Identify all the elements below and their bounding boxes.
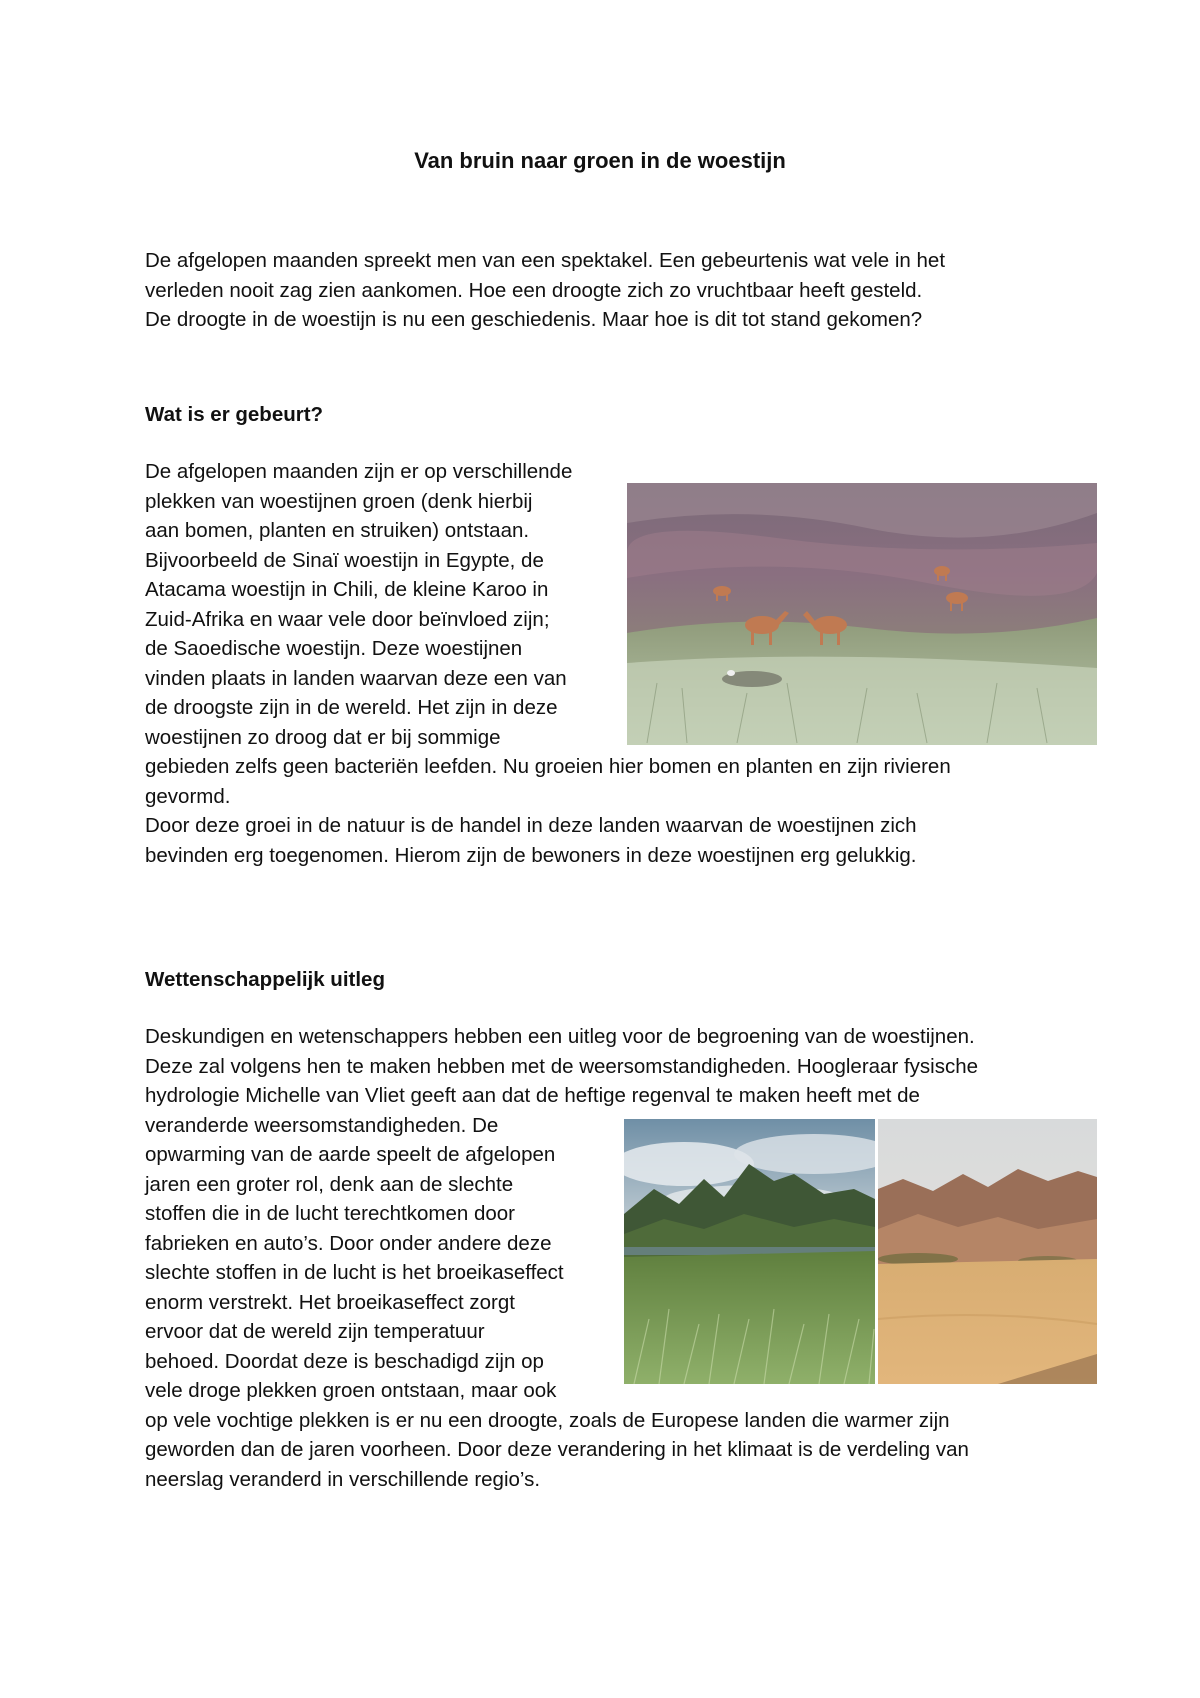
- text-line: de droogste zijn in de wereld. Het zijn in deze: [145, 696, 558, 719]
- text-line: enorm verstrekt. Het broeikaseffect zorgt: [145, 1290, 515, 1314]
- camels-photo: [627, 483, 1097, 745]
- page-title: Van bruin naar groen in de woestijn: [414, 148, 786, 173]
- text-line: slechte stoffen in de lucht is het broeikaseffect: [145, 1261, 564, 1284]
- intro-paragraph: [145, 246, 945, 335]
- section-heading-wat-is-er-gebeurt: Wat is er gebeurt?: [145, 403, 324, 426]
- text-line: gevormd.: [145, 784, 231, 808]
- text-line: Door deze groei in de natuur is de handel in deze landen waarvan de woestijnen zich: [145, 814, 917, 837]
- text-line: stoffen die in de lucht terechtkomen door: [145, 1202, 515, 1225]
- text-line: op vele vochtige plekken is er nu een droogte, zoals de Europese landen die warmer zijn: [145, 1408, 950, 1432]
- text-line: aan bomen, planten en struiken) ontstaan.: [145, 519, 530, 542]
- text-line: jaren een groter rol, denk aan de slechte: [145, 1172, 514, 1196]
- text-line: woestijnen zo droog dat er bij sommige: [145, 725, 501, 749]
- text-line: opwarming van de aarde speelt de afgelopen: [145, 1143, 556, 1166]
- text-line: ervoor dat de wereld zijn temperatuur: [145, 1320, 485, 1343]
- text-line: De afgelopen maanden zijn er op verschillende: [145, 460, 573, 483]
- section-heading-wetenschappelijk-uitleg: Wettenschappelijk uitleg: [145, 968, 385, 991]
- text-line: fabrieken en auto’s. Door onder andere deze: [145, 1231, 552, 1255]
- text-line: Deze zal volgens hen te maken hebben met de weersomstandigheden. Hoogleraar fysische: [145, 1054, 979, 1078]
- dry-desert-photo: [878, 1119, 1097, 1384]
- text-line: geworden dan de jaren voorheen. Door deze verandering in het klimaat is de verdeling van: [145, 1438, 969, 1461]
- text-line: gebieden zelfs geen bacteriën leefden. Nu groeien hier bomen en planten en zijn rivieren: [145, 755, 951, 778]
- text-line: veranderde weersomstandigheden. De: [145, 1113, 499, 1137]
- text-line: verleden nooit zag zien aankomen. Hoe een droogte zich zo vruchtbaar heeft gesteld.: [145, 278, 923, 302]
- text-line: behoed. Doordat deze is beschadigd zijn op: [145, 1349, 544, 1373]
- text-line: Atacama woestijn in Chili, de kleine Karoo in: [145, 578, 549, 601]
- text-line: plekken van woestijnen groen (denk hierbij: [145, 489, 533, 513]
- text-line: vele droge plekken groen ontstaan, maar ook: [145, 1379, 557, 1402]
- text-line: hydrologie Michelle van Vliet geeft aan dat de heftige regenval te maken heeft met de: [145, 1084, 920, 1107]
- text-line: De afgelopen maanden spreekt men van een spektakel. Een gebeurtenis wat vele in het: [145, 249, 946, 272]
- text-line: Zuid-Afrika en waar vele door beïnvloed zijn;: [145, 607, 550, 631]
- text-line: neerslag veranderd in verschillende regio’s.: [145, 1467, 541, 1491]
- text-line: bevinden erg toegenomen. Hierom zijn de bewoners in deze woestijnen erg gelukkig.: [145, 843, 917, 867]
- green-mountains-photo: [624, 1119, 875, 1384]
- text-line: De droogte in de woestijn is nu een geschiedenis. Maar hoe is dit tot stand gekomen?: [145, 308, 923, 331]
- text-line: Bijvoorbeeld de Sinaï woestijn in Egypte, de: [145, 548, 544, 572]
- text-line: Deskundigen en wetenschappers hebben een uitleg voor de begroening van de woestijnen.: [145, 1025, 975, 1048]
- text-line: de Saoedische woestijn. Deze woestijnen: [145, 637, 523, 660]
- text-line: vinden plaats in landen waarvan deze een van: [145, 666, 567, 690]
